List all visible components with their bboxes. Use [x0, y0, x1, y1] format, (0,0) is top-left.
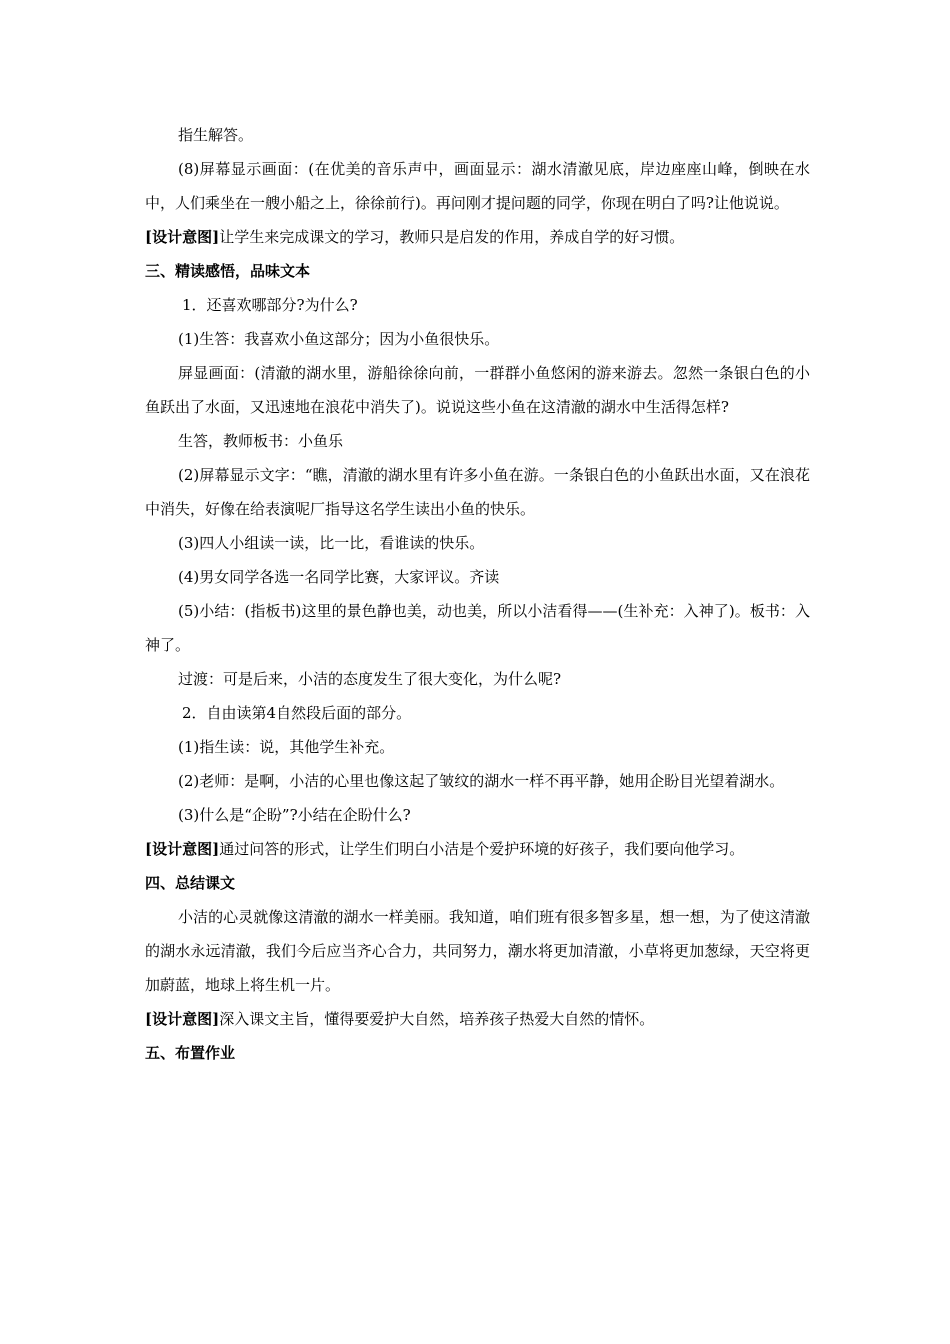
design-intent-text: 让学生来完成课文的学习，教师只是启发的作用，养成自学的好习惯。 [219, 228, 685, 246]
section-heading-5: 五、布置作业 [145, 1044, 236, 1062]
design-intent-text: 深入课文主旨，懂得要爱护大自然，培养孩子热爱大自然的情怀。 [219, 1010, 655, 1028]
design-intent-3 [145, 1002, 810, 1036]
paragraph-14: 小洁的心灵就像这清澈的湖水一样美丽。我知道，咱们班有很多智多星，想一想，为了使这清澈的湖水永远清澈，我们今后应当齐心合力，共同努力，潮水将更加清澈，小草将更加葱绿，天空将更加蔚蓝，地球上将生机一片。 [145, 908, 810, 994]
paragraph-5: 生答，教师板书：小鱼乐 [178, 432, 344, 450]
paragraph-4: 屏显画面：(清澈的湖水里，游船徐徐向前，一群群小鱼悠闲的游来游去。忽然一条银白色的小鱼跃出了水面，又迅速地在浪花中消失了)。说说这些小鱼在这清澈的湖水中生活得怎样? [145, 364, 810, 416]
design-intent-label: [设计意图] [145, 1010, 220, 1028]
paragraph-8: (4)男女同学各选一名同学比赛，大家评议。齐读 [178, 568, 500, 586]
design-intent-text: 通过问答的形式，让学生们明白小洁是个爱护环境的好孩子，我们要向他学习。 [219, 840, 745, 858]
design-intent-label: [设计意图] [145, 228, 220, 246]
numbered-item-2: 2．自由读第4自然段后面的部分。 [182, 704, 412, 722]
paragraph-12: (2)老师：是啊，小洁的心里也像这起了皱纹的湖水一样不再平静，她用企盼目光望着湖水。 [178, 772, 785, 790]
paragraph-1: 指生解答。 [178, 126, 254, 144]
design-intent-label: [设计意图] [145, 840, 220, 858]
numbered-item-1: 1．还喜欢哪部分?为什么? [182, 296, 358, 314]
paragraph-3: (1)生答：我喜欢小鱼这部分；因为小鱼很快乐。 [178, 330, 500, 348]
paragraph-13: (3)什么是“企盼”?小结在企盼什么? [178, 806, 411, 824]
paragraph-6: (2)屏幕显示文字：“瞧，清澈的湖水里有许多小鱼在游。一条银白色的小鱼跃出水面，又在浪花中消失，好像在给表演呢厂指导这名学生读出小鱼的快乐。 [145, 466, 810, 518]
paragraph-11: (1)指生读：说，其他学生补充。 [178, 738, 395, 756]
document-page [145, 118, 810, 1070]
section-heading-3: 三、精读感悟，品味文本 [145, 262, 311, 280]
paragraph-2: (8)屏幕显示画面：(在优美的音乐声中，画面显示：湖水清澈见底，岸边座座山峰，倒映在水中，人们乘坐在一艘小船之上，徐徐前行)。再问刚才提问题的同学，你现在明白了吗?让他说说。 [145, 160, 810, 212]
section-heading-4: 四、总结课文 [145, 874, 236, 892]
paragraph-9: (5)小结：(指板书)这里的景色静也美，动也美，所以小洁看得——(生补充：入神了)。板书：入神了。 [145, 602, 810, 654]
paragraph-10: 过渡：可是后来，小洁的态度发生了很大变化，为什么呢? [178, 670, 562, 688]
design-intent-1 [145, 220, 810, 254]
design-intent-2 [145, 832, 810, 866]
paragraph-7: (3)四人小组读一读，比一比，看谁读的快乐。 [178, 534, 485, 552]
